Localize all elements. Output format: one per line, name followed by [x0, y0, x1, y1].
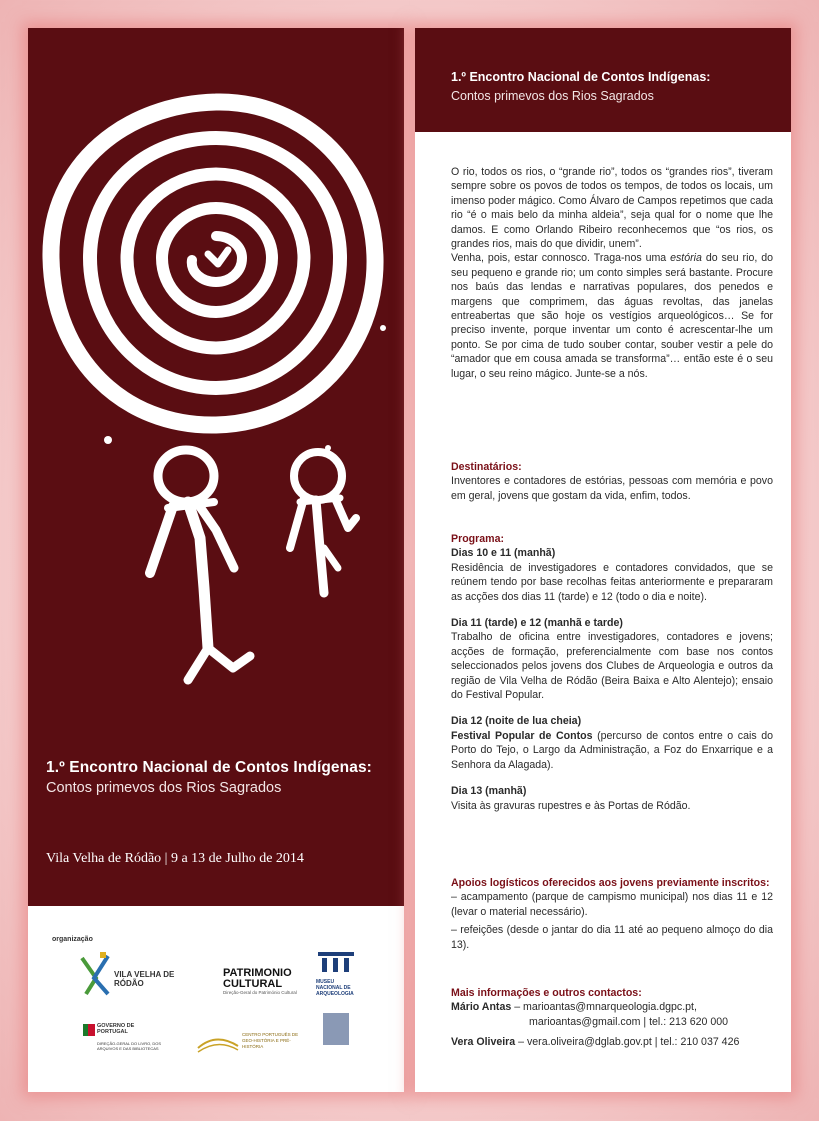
- day-3-festival: Festival Popular de Contos: [451, 729, 593, 742]
- centro-emblem-icon: [196, 1028, 240, 1054]
- organization-label: organização: [52, 936, 93, 943]
- support-item-1: – acampamento (parque de campismo municipal) nos dias 11 e 12 (levar o material necessário).: [451, 891, 773, 918]
- museu-building-icon: [316, 950, 356, 974]
- day-4-heading: Dia 13 (manhã): [451, 785, 527, 798]
- program-section: [451, 532, 773, 813]
- patrimonio-sub: Direção-Geral do Património Cultural: [223, 990, 297, 995]
- vila-velha-emblem-icon: [78, 950, 114, 996]
- centro-text: CENTRO PORTUGUÊS DE GEO-HISTÓRIA E PRÉ-HISTÓRIA: [242, 1032, 299, 1049]
- day-1-text: Residência de investigadores e contadores convidados, que se reúnem tendo por base recolhas feitas anteriormente e prepararam as acções dos dias 11 (tarde) e 12 (todo o dia e noite).: [451, 561, 773, 603]
- day-2-text: Trabalho de oficina entre investigadores, contadores e jovens; acções de formação, preferencialmente com base nos contos seleccionados pelos jovens dos Clubes de Arqueologia e outros da região de Vila Velha de Ródão (Beira Baixa e Alto Alentejo); ensaio do Festival Popular.: [451, 631, 773, 702]
- vila-velha-text: VILA VELHA DE RÓDÃO: [114, 970, 175, 988]
- contacts-heading: Mais informações e outros contactos:: [451, 987, 642, 999]
- left-title-block: [46, 759, 396, 796]
- contact-1: [451, 1000, 773, 1014]
- intro-section: [451, 165, 773, 381]
- day-3-text: [451, 729, 773, 772]
- secondary-logo-icon: [323, 1013, 349, 1045]
- contact-2: [451, 1035, 773, 1049]
- governo-text: GOVERNO DE PORTUGAL: [97, 1023, 135, 1035]
- audience-heading: Destinatários:: [451, 461, 522, 473]
- left-panel: [28, 28, 404, 1092]
- contact-2-details[interactable]: – vera.oliveira@dglab.gov.pt | tel.: 210 037 426: [515, 1036, 740, 1049]
- day-2-heading: Dia 11 (tarde) e 12 (manhã e tarde): [451, 617, 623, 630]
- intro-p2-emphasis: estória: [670, 252, 702, 265]
- contact-1-email[interactable]: – marioantas@mnarqueologia.dgpc.pt,: [511, 1001, 697, 1014]
- right-event-subtitle: Contos primevos dos Rios Sagrados: [451, 89, 654, 103]
- right-event-title: 1.º Encontro Nacional de Contos Indígenas:: [451, 70, 711, 84]
- vila-velha-logo: [78, 950, 188, 1000]
- governo-sub: DIREÇÃO-GERAL DO LIVRO, DOS ARQUIVOS E DAS BIBLIOTECAS: [97, 1041, 162, 1051]
- museu-logo: [316, 950, 362, 1002]
- contact-1-name: Mário Antas: [451, 1001, 512, 1014]
- contacts-section: [451, 986, 773, 1050]
- intro-p2-start: Venha, pois, estar connosco. Traga-nos uma: [451, 252, 671, 265]
- left-event-subtitle: Contos primevos dos Rios Sagrados: [46, 780, 282, 796]
- day-1-heading: Dias 10 e 11 (manhã): [451, 547, 556, 560]
- patrimonio-line-2: CULTURAL: [223, 978, 283, 990]
- right-panel: [415, 28, 791, 1092]
- rock-art-illustration: [28, 28, 404, 728]
- left-date-line: Vila Velha de Ródão | 9 a 13 de Julho de 2014: [46, 851, 304, 866]
- audience-text: Inventores e contadores de estórias, pessoas com memória e povo em geral, jovens que gostam da vida, enfim, todos.: [451, 475, 773, 502]
- patrimonio-cultural-logo: [223, 968, 313, 1008]
- left-cover: [28, 28, 404, 906]
- governo-logo: [83, 1023, 173, 1063]
- support-item-2: – refeições (desde o jantar do dia 11 até ao pequeno almoço do dia 13).: [451, 924, 773, 951]
- day-3-heading: Dia 12 (noite de lua cheia): [451, 715, 582, 728]
- program-heading: Programa:: [451, 533, 504, 545]
- intro-paragraph-2: [451, 251, 773, 381]
- left-event-title: 1.º Encontro Nacional de Contos Indígenas:: [46, 759, 372, 776]
- patrimonio-line-1: PATRIMONIO: [223, 967, 292, 979]
- museu-text: MUSEU NACIONAL DE ARQUEOLOGIA: [316, 979, 354, 997]
- day-4-text: Visita às gravuras rupestres e às Portas de Ródão.: [451, 799, 691, 812]
- contact-2-name: Vera Oliveira: [451, 1036, 516, 1049]
- contact-1-line-2[interactable]: marioantas@gmail.com | tel.: 213 620 000: [529, 1015, 729, 1028]
- support-heading: Apoios logísticos oferecidos aos jovens previamente inscritos:: [451, 877, 770, 889]
- portugal-flag-icon: [83, 1024, 95, 1036]
- right-header: [415, 28, 791, 132]
- audience-section: [451, 460, 773, 503]
- intro-p2-end: do seu rio, do seu pequeno e grande rio; um conto simples será bastante. Procure nos baús das lendas e narrativas populares, dos penedos e margens que comprimem, das águas revoltas, das janelas entreabertas que são hoje os vestígios arqueológicos… Se for preciso invente, porque inventar um conto é acrescentar-lhe um ponto. Se por cima de tudo souber contar, souber vestir a pele do “amador que em cousa amada se transforma”… então este é o seu lugar, o seu reino mágico. Junte-se a nós.: [451, 252, 773, 380]
- support-section: [451, 876, 773, 952]
- intro-paragraph-1: O rio, todos os rios, o “grande rio”, todos os “grandes rios”, tiveram sempre sobre os povos de todos os tempos, de todos os locais, um imenso poder mágico. Como Álvaro de Campos repetimos que cada rio “é o mais belo da minha aldeia”, seja qual for o nome que lhe damos. E como Orlando Ribeiro reconhecemos que “os rios, os grandes rios, mais do que dividir, unem”.: [451, 166, 773, 251]
- centro-logo: [196, 1028, 306, 1058]
- day-3-desc: (percurso de contos entre o cais do Porto do Tejo, o Largo da Administração, a Foz do Enxarrique e a Senhora da Alagada).: [451, 729, 773, 771]
